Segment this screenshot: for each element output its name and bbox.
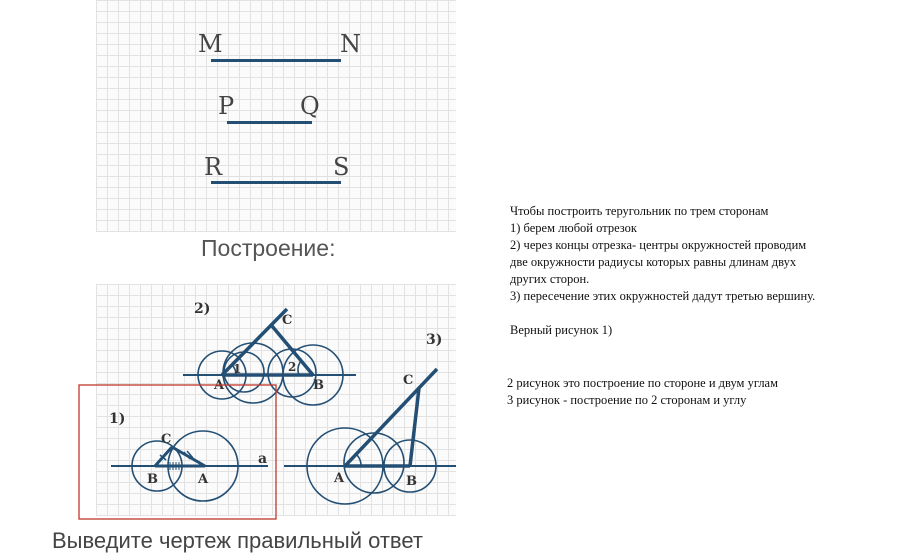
note-figure-3: 3 рисунок - построение по 2 сторонам и углу: [507, 393, 747, 407]
figure-2-vertex-b: B: [313, 378, 324, 393]
figure-2-vertex-c: C: [282, 313, 293, 328]
segment-mn-left-label: M: [198, 30, 223, 58]
figure-2: [183, 309, 356, 405]
segment-mn-right-label: N: [340, 30, 361, 58]
explanation-line-1: Чтобы построить теругольник по трем сторонам: [510, 204, 769, 218]
notes-block: [507, 375, 778, 409]
figure-2-number: 2): [194, 301, 211, 317]
figure-1: [111, 431, 268, 501]
segment-pq-right-label: Q: [300, 92, 320, 120]
figure-3-vertex-b: B: [406, 474, 417, 489]
figure-2-vertex-a: A: [214, 378, 225, 393]
construction-heading: Построение:: [201, 235, 336, 261]
segment-rs-right-label: S: [333, 153, 350, 181]
segment-pq-left-label: P: [218, 92, 235, 120]
answer-text: Верный рисунок 1): [510, 323, 613, 337]
figure-2-angle-2: 2: [288, 360, 297, 374]
figure-2-angle-1: 1: [233, 362, 242, 376]
note-figure-2: 2 рисунок это построение по стороне и двум углам: [507, 376, 779, 390]
explanation-line-6: 3) пересечение этих окружностей дадут третью вершину.: [510, 289, 816, 303]
bottom-caption: Выведите чертеж правильный ответ: [52, 528, 423, 553]
explanation-block: [510, 203, 815, 339]
figure-3-number: 3): [426, 332, 443, 348]
figure-1-vertex-c: C: [161, 432, 172, 447]
figure-3-vertex-a: A: [334, 471, 345, 486]
explanation-line-3: 2) через концы отрезка- центры окружностей проводим: [510, 238, 807, 252]
segment-rs-left-label: R: [204, 153, 223, 181]
figure-3-vertex-c: C: [403, 373, 414, 388]
explanation-line-2: 1) берем любой отрезок: [510, 221, 637, 235]
figure-1-vertex-a: A: [198, 472, 209, 487]
figure-1-number: 1): [109, 411, 126, 427]
explanation-line-4: две окружности радиусы которых равны длинам двух: [510, 255, 797, 269]
explanation-line-5: других сторон.: [510, 272, 590, 286]
figure-1-line-label: a: [258, 451, 268, 467]
figure-1-vertex-b: B: [147, 472, 158, 487]
